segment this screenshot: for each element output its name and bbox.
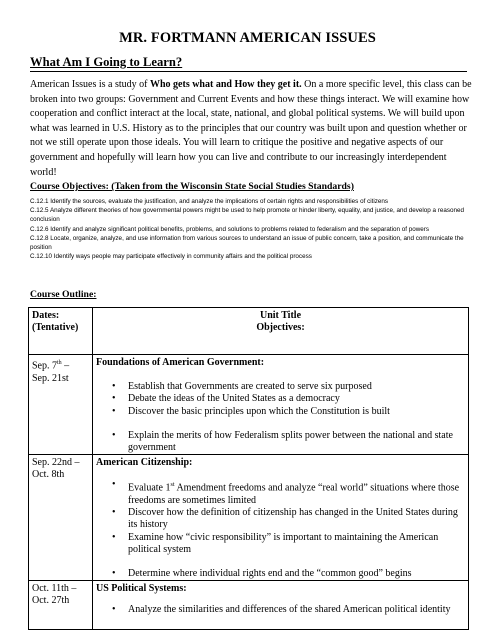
objectives-heading: Course Objectives: (Taken from the Wisconsin State Social Studies Standards) [30,181,354,192]
list-item-text: Evaluate 1 [128,482,171,494]
objective-item: C.12.1 Identify the sources, evaluate the justification, and analyze the implications of certain rights and responsibilities of citizens [30,198,389,205]
list-item [100,479,465,507]
unit-title: US Political Systems: [96,583,187,595]
list-item: • Discover how the definition of citizenship has changed in the United States during its history [100,507,465,531]
table-row [29,581,469,630]
unit-objectives-extra [96,430,465,454]
date-start-dash: – [61,360,70,372]
unit-title: American Citizenship: [96,457,193,469]
unit-objectives [96,479,465,556]
list-item: • Examine how “civic responsibility” is important to maintaining the American political system [100,532,465,556]
date-cell [29,455,93,581]
list-item-sup: st [170,482,175,489]
unit-cell [93,455,469,581]
date-cell [29,581,93,630]
objective-item: C.12.6 Identify and analyze significant political benefits, problems, and solutions to problems related to federalism and the separation of powers [30,225,430,233]
header-unit-title: Unit Title [259,310,302,321]
date-end: Oct. 8th [32,469,65,481]
list-item: • Establish that Governments are created to serve six purposed [100,381,465,393]
date-cell [29,355,93,455]
objectives-list [30,197,475,261]
date-start: Sep. 22nd – [32,457,80,469]
intro-text-2: On a more specific level, this class can be broken into two groups: Government and Current Events and how these things interact. We will examine how cooperation and conflict interact at the local, state, national, and global political systems. We will build upon what was learned in U.S. History as to the principles that our country was built upon and question whether or not we still operate upon those ideals. You will learn to critique the positive and negative aspects of our government and hopefully will learn how you can live and contribute to our increasingly interdependent world! [30,79,472,178]
objective-item: C.12.5 Analyze different theories of how governmental powers might be used to help promote or hinder liberty, equality, and justice, and develop a reasoned conclusion [30,207,465,224]
course-outline-table [28,307,469,630]
date-start-sup: th [57,360,62,366]
table-header-row [29,308,469,355]
unit-objectives-extra [96,568,465,580]
table-row [29,455,469,581]
list-item-text: Amendment freedoms and analyze “real world” situations where those freedoms are sometimes limited [128,482,460,506]
heading-rule [30,71,467,72]
date-start [32,357,89,373]
list-item: • Discover the basic principles upon which the Constitution is built [100,406,465,418]
unit-objectives [96,604,465,616]
objective-item: C.12.8 Locate, organize, analyze, and use information from various sources to understand an issue of public concern, take a position, and communicate the position [30,234,464,252]
date-end: Sep. 21st [32,372,69,384]
intro-paragraph [30,78,472,180]
header-dates-note: (Tentative) [32,322,79,334]
list-item: • Analyze the similarities and differences of the shared American political identity [100,604,465,616]
list-item: • Debate the ideas of the United States as a democracy [100,393,465,405]
section-heading: What Am I Going to Learn? [30,55,183,69]
header-unit-cell [93,308,469,355]
date-start-text: Sep. 7 [32,360,57,372]
date-end: Oct. 27th [32,595,70,607]
intro-text-1: American Issues is a study of [30,79,150,90]
list-item: • Explain the merits of how Federalism splits power between the national and state government [100,430,465,454]
header-dates-cell [29,308,93,355]
objective-item: C.12.10 Identify ways people may participate effectively in community affairs and the political process [30,253,312,261]
list-item: • Determine where individual rights end and the “common good” begins [100,568,465,580]
header-objectives: Objectives: [256,322,305,334]
table-row [29,355,469,455]
unit-cell [93,355,469,455]
date-start: Oct. 11th – [32,583,77,595]
intro-bold: Who gets what and How they get it. [149,79,302,90]
unit-title: Foundations of American Government: [96,357,265,368]
document-title: MR. FORTMANN AMERICAN ISSUES [119,30,376,46]
outline-heading: Course Outline: [30,289,97,300]
unit-objectives [96,381,465,418]
unit-cell [93,581,469,630]
header-dates-label: Dates: [32,310,60,321]
